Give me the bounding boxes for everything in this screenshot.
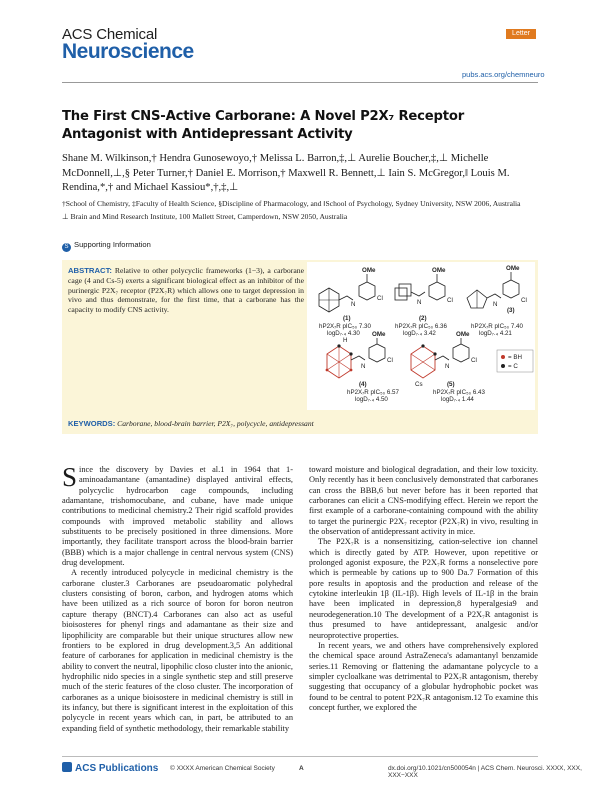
acs-logo-icon [62, 762, 72, 772]
affiliation-line-2: ⊥ Brain and Mind Research Institute, 100 Mallett Street, Camperdown, NSW 2050, Australia [62, 212, 348, 221]
compound-5-pic50: hP2X₇R pIC₅₀ 6.43 [433, 389, 485, 396]
compound-1-n: N [351, 301, 356, 308]
header-divider [62, 82, 538, 83]
body-paragraph-text: ince the discovery by Davies et al.1 in 1964 that 1-aminoadamantane (amantadine) displayed antiviral effects, polycyclic hydrocarbon cage compounds, including adamantane, trishomocubane, and cubane, have made unique contributions to medicinal chemistry.2 Their rigid scaffold provides compounds with improved metabolic stability and allows substituents to be precisely positioned in three dimensions. More importantly, they facilitate transport across the blood-brain barrier (BBB) which is a major challenge in central nervous system (CNS) drug development. [62, 465, 293, 568]
journal-name-line1: ACS Chemical [62, 26, 158, 43]
compound-2-ome: OMe [432, 267, 446, 274]
keywords-list: Carborane, blood-brain barrier, P2X₇, polycycle, antidepressant [117, 419, 314, 428]
compound-5-id: (5) [447, 381, 455, 388]
compound-5-structure [411, 331, 485, 403]
legend-bh-label: = BH [508, 354, 522, 361]
article-title: The First CNS-Active Carborane: A Novel P2X₇ Receptor Antagonist with Antidepressant Activity [62, 109, 465, 142]
compound-2-id: (2) [419, 315, 427, 322]
compound-3-logd: logD₇.₄ 4.21 [479, 330, 512, 337]
compound-1-pic50: hP2X₇R pIC₅₀ 7.30 [319, 323, 371, 330]
compound-5-n: N [445, 363, 450, 370]
legend-c-marker [501, 364, 505, 368]
supporting-information-link[interactable] [62, 240, 151, 252]
body-paragraph: In recent years, we and others have comprehensively explored the chemical space around AstraZeneca's adamantanyl benzamide series.11 Removing or flattening the adamantane polycycle to a simpler cycloalkane was detrimental to P2X₇R antagonism, thereby suggesting that occupancy of a globular hydrophobic pocket was found to be central to potent P2X₇R antagonism.12 To examine this concept further, we explored the [309, 640, 538, 712]
abstract-text [68, 266, 304, 315]
compound-2-structure [395, 267, 453, 337]
compound-4-n: N [361, 363, 366, 370]
affiliations [62, 199, 538, 222]
author-list: Shane M. Wilkinson,† Hendra Gunosewoyo,† Melissa L. Barron,‡,⊥ Aurelie Boucher,‡,⊥ Michelle McDonnell,⊥,§ Peter Turner,† Daniel E. Morrison,† Maxwell R. Bennett,⊥ Iain S. McGregor,‖ Louis M. Rendina,*,† and Michael Kassiou*,†,‡,⊥ [62, 153, 510, 193]
article-type-badge: Letter [506, 29, 536, 39]
compound-5-cl: Cl [471, 357, 477, 364]
compound-2-logd: logD₇.₄ 3.42 [403, 330, 436, 337]
compound-4-structure [326, 331, 400, 403]
copyright: © XXXX American Chemical Society [170, 765, 275, 772]
supporting-info-icon: S [62, 243, 71, 252]
body-column-right [309, 465, 538, 713]
body-paragraph [62, 462, 293, 568]
body-paragraph: The P2X₇R is a nonsensitizing, cation-selective ion channel which is directly gated by ATP. However, upon repetitive or prolonged agonist exposure, the P2X₇R forms a nonselective pore which is permeable by cations up to 900 Da.7 Formation of this pore results in apoptosis and the production and release of the cytokine interleukin 1β (IL-1β). High levels of IL-1β in the brain have been implicated in depression,8 hyperalgesia9 and neurodegeneration.10 The development of a P2X₇R antagonist is thus presumed to have antidepressant, analgesic and/or neuroprotective properties. [309, 537, 538, 640]
compound-4-logd: logD₇.₄ 4.50 [355, 396, 388, 403]
legend-bh-marker [501, 355, 505, 359]
keywords-label: KEYWORDS: [68, 419, 116, 428]
compound-5-logd: logD₇.₄ 1.44 [441, 396, 474, 403]
compound-4-id: (4) [359, 381, 367, 388]
body-paragraph: A recently introduced polycycle in medicinal chemistry is the carborane cluster.3 Carboranes are pseudoaromatic polyhedral clusters consisting of boron, carbon, and hydrogen atoms which have been utilized as a rich source of boron for boron neutron capture therapy (BNCT).4 Carboranes can also act as useful bioisosteres for phenyl rings and adamantane as their size and lipophilicity are comparable but their unique structures allow new frontiers to be explored in drug development.3,5 An additional feature of carboranes for application in medicinal chemistry is the ability to convert the neutral, lipophilic closo cluster into the anionic, hydrophilic nido species in a single synthetic step and still preserve much of the steric features of the closo cluster. The incorporation of carboranes as a unique bioisostere in medicinal chemistry is still in its infancy, but there is significant interest in the exploitation of this polycycle in recent years which can, in part, be attributed to an expanding field of synthetic methodology, their remarkable stability [62, 568, 293, 733]
supporting-info-label: Supporting Information [74, 240, 151, 249]
compound-3-n: N [493, 301, 498, 308]
compound-1-ome: OMe [362, 267, 376, 274]
compound-5-ome: OMe [456, 331, 470, 338]
toc-graphic [307, 262, 535, 410]
compound-1-structure [319, 267, 383, 337]
abstract-body: Relative to other polycyclic frameworks (1−3), a carborane cage (4 and Cs-5) exerts a significant biological effect as an inhibitor of the purinergic P2X₇ receptor (P2X₇R) which allows one to target depression in vivo and thus demonstrate, for the first time, that a carborane has the capacity to modify CNS activity. [68, 266, 304, 315]
compound-3-id: (3) [507, 307, 515, 314]
abstract-label: ABSTRACT: [68, 266, 112, 275]
legend-c-label: = C [508, 363, 518, 370]
compound-1-logd: logD₇.₄ 4.30 [327, 330, 360, 337]
keywords [68, 419, 528, 428]
compound-4-pic50: hP2X₇R pIC₅₀ 6.57 [347, 389, 399, 396]
compound-4-cl: Cl [387, 357, 393, 364]
compound-1-cl: Cl [377, 295, 383, 302]
compound-2-pic50: hP2X₇R pIC₅₀ 6.36 [395, 323, 447, 330]
body-paragraph: toward moisture and biological degradation, and their low toxicity. Only recently has it been conclusively demonstrated that carboranes can cross the BBB,6 but never before has it been reported that carboranes can elicit a CNS-modifying effect. Herein we report the first example of a carborane-containing compound with the ability to target the purinergic P2X₇ receptor (P2X₇R) in vivo, resulting in the observation of antidepressant activity in mice. [309, 465, 538, 537]
compound-1-id: (1) [343, 315, 351, 322]
doi-citation[interactable]: dx.doi.org/10.1021/cn500054n | ACS Chem. Neurosci. XXXX, XXX, XXX−XXX [388, 765, 582, 779]
affiliation-line-1: †School of Chemistry, ‡Faculty of Health Science, §Discipline of Pharmacology, and ‖School of Psychology, Sydney University, NSW 2006, Australia [62, 199, 521, 208]
compound-5-cs: Cs [415, 381, 423, 388]
publisher-name: ACS Publications [75, 763, 159, 774]
compound-2-cl: Cl [447, 297, 453, 304]
compound-3-pic50: hP2X₇R pIC₅₀ 7.40 [471, 323, 523, 330]
footer-divider [62, 756, 538, 757]
drop-cap: S [62, 462, 78, 492]
page-number: A [299, 765, 304, 772]
toc-legend [497, 350, 533, 372]
compound-3-structure [467, 265, 527, 337]
publisher-logo [62, 762, 158, 774]
compound-3-ome: OMe [506, 265, 520, 272]
compound-4-h: H [343, 337, 348, 344]
journal-url-link[interactable]: pubs.acs.org/chemneuro [462, 70, 545, 79]
compound-3-cl: Cl [521, 297, 527, 304]
body-column-left [62, 462, 293, 734]
compound-4-ome: OMe [372, 331, 386, 338]
compound-2-n: N [417, 299, 422, 306]
journal-name-line2: Neuroscience [62, 40, 194, 63]
